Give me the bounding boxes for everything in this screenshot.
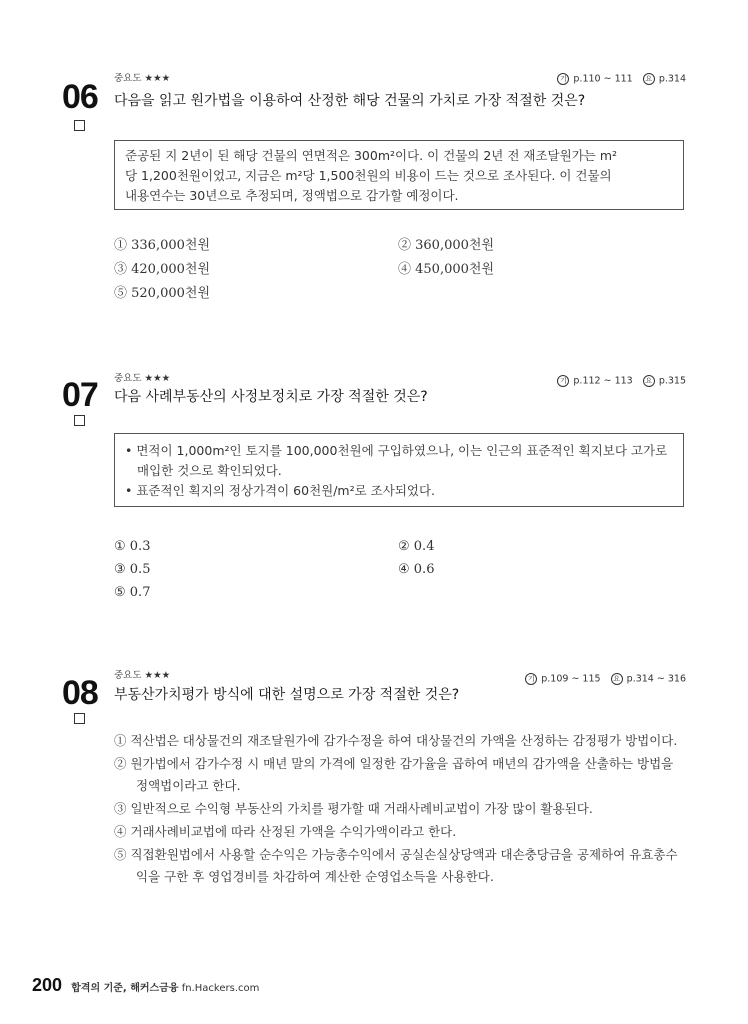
choice-1[interactable]: ① 0.3 — [114, 539, 151, 554]
choice-3[interactable]: ③ 0.5 — [114, 562, 151, 577]
question-stem: 부동산가치평가 방식에 대한 설명으로 가장 적절한 것은? — [114, 687, 460, 703]
question-stem: 다음을 읽고 원가법을 이용하여 산정한 해당 건물의 가치로 가장 적절한 것은? — [114, 93, 586, 109]
passage-line: 준공된 지 2년이 된 해당 건물의 연면적은 300m²이다. 이 건물의 2년 전 재조달원가는 m² — [125, 148, 618, 163]
footer-url[interactable]: fn.Hackers.com — [181, 983, 260, 994]
review-checkbox[interactable] — [74, 415, 85, 426]
basic-book-icon: 기 — [525, 673, 537, 685]
passage-line: 당 1,200천원이었고, 지금은 m²당 1,500천원의 비용이 드는 것으로 조사된다. 이 건물의 — [125, 168, 612, 183]
choice-list — [114, 730, 688, 889]
importance-rating: 중요도 ★★★ — [114, 73, 171, 84]
passage-bullet: • 면적이 1,000m²인 토지를 100,000천원에 구입하였으나, 이는 인근의 표준적인 획지보다 고가로 매입한 것으로 확인되었다. — [125, 443, 668, 478]
summary-book-icon: 요 — [643, 375, 655, 387]
reference-summary: p.314 ~ 316 — [626, 673, 686, 685]
review-checkbox[interactable] — [74, 120, 85, 131]
choice-1[interactable]: ① 336,000천원 — [114, 238, 211, 253]
choice-2[interactable]: ② 0.4 — [398, 539, 435, 554]
question-number: 08 — [62, 674, 98, 712]
passage-line: 내용연수는 30년으로 추정되며, 정액법으로 감가할 예정이다. — [125, 188, 459, 203]
reference-pages — [524, 673, 686, 686]
page-footer — [32, 975, 259, 996]
choice-2[interactable]: ② 원가법에서 감가수정 시 매년 말의 가격에 일정한 감가율을 곱하여 매년의 감가액을 산출하는 방법을 정액법이라고 한다. — [114, 756, 674, 793]
choice-4[interactable]: ④ 450,000천원 — [398, 262, 495, 277]
choice-1[interactable]: ① 적산법은 대상물건의 재조달원가에 감가수정을 하여 대상물건의 가액을 산정하는 감정평가 방법이다. — [114, 733, 678, 748]
reference-basic: p.112 ~ 113 — [573, 375, 633, 387]
reference-summary: p.314 — [658, 73, 686, 85]
basic-book-icon: 기 — [557, 375, 569, 387]
question-passage-box — [114, 433, 684, 507]
footer-slogan: 합격의 기준, 해커스금융 — [71, 983, 179, 994]
basic-book-icon: 기 — [557, 73, 569, 85]
question-passage-box — [114, 140, 684, 210]
choice-3[interactable]: ③ 420,000천원 — [114, 262, 211, 277]
question-number: 06 — [62, 78, 98, 116]
reference-pages — [556, 375, 686, 388]
review-checkbox[interactable] — [74, 713, 85, 724]
summary-book-icon: 요 — [611, 673, 623, 685]
reference-summary: p.315 — [658, 375, 686, 387]
reference-basic: p.109 ~ 115 — [541, 673, 601, 685]
choice-5[interactable]: ⑤ 520,000천원 — [114, 286, 211, 301]
choice-3[interactable]: ③ 일반적으로 수익형 부동산의 가치를 평가할 때 거래사례비교법이 가장 많이 활용된다. — [114, 801, 593, 816]
summary-book-icon: 요 — [643, 73, 655, 85]
choice-4[interactable]: ④ 0.6 — [398, 562, 435, 577]
importance-rating: 중요도 ★★★ — [114, 670, 171, 681]
choice-5[interactable]: ⑤ 0.7 — [114, 585, 151, 600]
reference-pages — [556, 73, 686, 86]
question-stem: 다음 사례부동산의 사정보정치로 가장 적절한 것은? — [114, 389, 428, 405]
importance-rating: 중요도 ★★★ — [114, 373, 171, 384]
question-number: 07 — [62, 376, 98, 414]
choice-4[interactable]: ④ 거래사례비교법에 따라 산정된 가액을 수익가액이라고 한다. — [114, 824, 457, 839]
passage-bullet: • 표준적인 획지의 정상가격이 60천원/m²로 조사되었다. — [125, 483, 436, 498]
choice-2[interactable]: ② 360,000천원 — [398, 238, 495, 253]
page-number: 200 — [32, 975, 63, 995]
reference-basic: p.110 ~ 111 — [573, 73, 633, 85]
choice-5[interactable]: ⑤ 직접환원법에서 사용할 순수익은 가능총수익에서 공실손실상당액과 대손충당금을 공제하여 유효총수익을 구한 후 영업경비를 차감하여 계산한 순영업소득을 사용한다. — [114, 847, 678, 884]
footer-brand — [71, 983, 259, 994]
